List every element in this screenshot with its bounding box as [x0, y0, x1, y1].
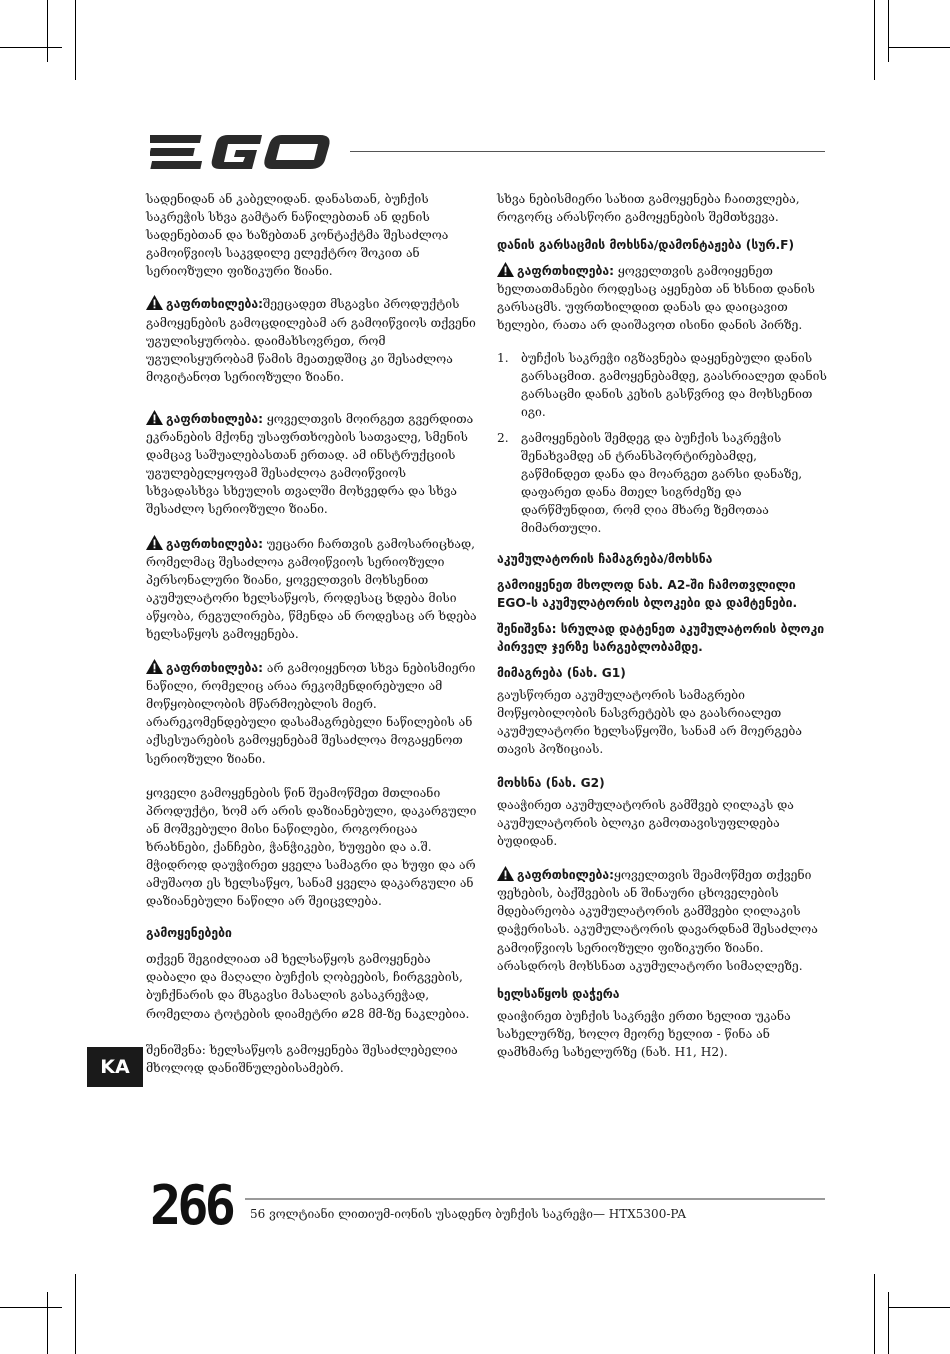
crop-mark — [75, 0, 76, 80]
paragraph: გაუსწორეთ აკუმულატორის სამაგრები მოწყობილობის ნასვრეტებს და გაასრიალეთ აკუმულატორი ხელსაწყოში, სანამ არ მოერგება თავის პოზიციას. — [497, 687, 802, 756]
bold-note: გამოიყენეთ მხოლოდ ნახ. A2-ში ჩამოთვლილი EGO-ს აკუმულატორის ბლოკები და დამტენები. — [497, 577, 798, 610]
warning-text: არ გამოიყენოთ სხვა ნებისმიერი ნაწილი, რომელიც არაა რეკომენდირებული ამ მოწყობილობის მწარმოებლის მიერ. არარეკომენდებული დასამაგრებელი ნაწილების ან აქსესუარების გამოყენებამ შესაძლოა მოგაყენოთ სერიოზული ზიანი. — [146, 661, 476, 766]
paragraph: სხვა ნებისმიერი სახით გამოყენება ჩაითვლება, როგორც არასწორი გამოყენების შემთხვევა. — [497, 192, 800, 225]
crop-mark — [874, 0, 875, 80]
crop-mark — [47, 0, 48, 62]
paragraph: დაიჭირეთ ბუჩქის საკრეჭი ერთი ხელით უკანა სახელურზე, ხოლო მეორე ხელით - წინა ან დამხმარე სახელურზე (ნახ. H1, H2). — [497, 1008, 791, 1059]
list-text: გამოყენების შემდეგ და ბუჩქის საკრეჭის შენახვამდე ან ტრანსპორტირებამდე, გაწმინდეთ დანა და მოარგეთ გარსი დანაზე, დაფარეთ დანა მთელ სიგრძეზე და დარწმუნდით, რომ ღია მხარე ზემოთაა მიმართული. — [521, 430, 803, 536]
warning-block — [146, 295, 478, 385]
list-item — [497, 349, 827, 421]
warning-text: ყოველთვის შეამოწმეთ თქვენი ფეხების, ბაქშვების ან შინაური ცხოველების მდებარეობა აკუმულატორის გამშვები ღილაკის დაჭერისას. აკუმულატორის დავარდნამ შესაძლოა გამოიწვიოს სერიოზული ფიზიკური ზიანი. არასდროს მოხსნათ აკუმულატორი სიმაღლეზე. — [497, 868, 818, 973]
warning-text: უეცარი ჩართვის გამოსარიცხად, რომელმაც შესაძლოა გამოიწვიოს სერიოზული პერსონალური ზიანი, ყოველთვის მოხსენით აკუმულატორი ხელსაწყოს, როდესაც ხდება მისი აწყობა, რეგულირება, წმენდა ან როდესაც არ ხდება ხელსაწყოს გამოყენება. — [146, 536, 477, 641]
warning-label: გაფრთხილება: — [166, 661, 263, 676]
warning-block — [497, 262, 827, 334]
warning-block — [146, 410, 478, 519]
left-column — [146, 190, 478, 1092]
crop-mark — [47, 1292, 48, 1354]
section-heading: დანის გარსაცმის მოხსნა/დამონტაჟება (სურ.F) — [497, 238, 795, 253]
language-tab: KA — [87, 1047, 143, 1087]
crop-mark — [888, 1292, 889, 1354]
warning-label: გაფრთხილება: — [166, 411, 263, 426]
section-heading: ხელსაწყოს დაჭერა — [497, 986, 620, 1001]
warning-block — [146, 535, 478, 644]
list-number: 2. — [497, 430, 509, 445]
right-column — [497, 190, 827, 1076]
crop-mark — [874, 1274, 875, 1354]
list-number: 1. — [497, 350, 509, 365]
warning-triangle-icon — [146, 295, 163, 310]
crop-mark — [888, 0, 889, 62]
paragraph: სადენიდან ან კაბელიდან. დანასთან, ბუჩქის საკრეჭის სხვა გამტარ ნაწილებთან ან დენის სადენებთან და ხაზებთან კონტაქტმა შესაძლოა გამოიწვიოს საკვდილე ელექტრო შოკით ან სერიოზული ფიზიკური ზიანი. — [146, 192, 449, 279]
warning-triangle-icon — [497, 866, 514, 881]
warning-block — [146, 659, 478, 768]
warning-text: ყოველთვის მოირგეთ გვერდითა ეკრანების მქონე უსაფრთხოების სათვალე, სმენის დამცავ საშუალებასთან ერთად. ამ ინსტრუქციის უგულებელყოფამ შესაძლოა გამოიწვიოს სხვადასხვა სხეულის თვალში მოხვედრა და სხვა შესაძლო სერიოზული ზიანი. — [146, 411, 474, 517]
crop-mark — [0, 1307, 62, 1308]
warning-label: გაფრთხილება: — [166, 536, 263, 551]
section-heading: მიმაგრება (ნახ. G1) — [497, 665, 626, 680]
header-rule — [350, 151, 825, 152]
warning-label: გაფრთხილება: — [166, 297, 263, 312]
numbered-list — [497, 349, 827, 538]
footer-rule — [245, 1198, 825, 1200]
paragraph: დააჭირეთ აკუმულატორის გამშვებ ღილაკს და აკუმულატორის ბლოკი გამოთავისუფლდება ბუდიდან. — [497, 797, 794, 849]
ego-logo — [150, 133, 332, 171]
footer-text: 56 ვოლტიანი ლითიუმ-იონის უსადენო ბუჩქის საკრეჭი— HTX5300-PA — [250, 1207, 687, 1221]
warning-triangle-icon — [146, 535, 163, 550]
crop-mark — [75, 1274, 76, 1354]
crop-mark — [888, 1307, 950, 1308]
list-text: ბუჩქის საკრეჭი იგზავნება დაყენებული დანის გარსაცმით. გამოყენებამდე, გაასრიალეთ დანის გარსაცმი დანის კეხის გასწვრივ და მოხსენით იგი. — [521, 350, 827, 419]
crop-mark — [888, 47, 950, 48]
warning-triangle-icon — [146, 659, 163, 674]
warning-text: ყოველთვის გამოიყენეთ ხელთათმანები როდესაც აყენებთ ან ხსნით დანის გარსაცმს. უფრთხილდით დანას და დაიცავით ხელები, რათა არ დაიშავოთ ისინი დანის პირზე. — [497, 264, 815, 333]
section-heading: მოხსნა (ნახ. G2) — [497, 775, 605, 790]
list-item — [497, 429, 827, 538]
paragraph: ყოველი გამოყენების წინ შეამოწმეთ მთლიანი პროდუქტი, ხომ არ არის დაზიანებული, დაკარგული ან მოშვებული მისი ნაწილები, როგორიცაა ხრახნები, ქანჩები, ჭანჭიკები, ხუფები და ა.შ. მჭიდროდ დაუჭირეთ ყველა სამაგრი და ხუფი და არ ამუშაოთ ეს ხელსაწყო, სანამ ყველა დაკარგული ან დაზიანებული ნაწილი არ შეიცვლება. — [146, 785, 477, 909]
section-heading: გამოყენებები — [146, 926, 232, 941]
warning-triangle-icon — [497, 262, 514, 277]
bold-note: შენიშვნა: სრულად დატენეთ აკუმულატორის ბლოკი პირველ ჯერზე სარგებლობამდე. — [497, 621, 825, 654]
warning-label: გაფრთხილება: — [517, 868, 614, 883]
warning-triangle-icon — [146, 410, 163, 425]
paragraph: შენიშვნა: ხელსაწყოს გამოყენება შესაძლებელია მხოლოდ დანიშნულებისამებრ. — [146, 1042, 458, 1075]
warning-text: შეეცადეთ მსგავსი პროდუქტის გამოყენების გამოცდილებამ არ გამოიწვიოს თქვენი უგულისყურობა. დაიმახსოვრეთ, რომ უგულისყურობამ წამის მეათედშიც კი შესაძლოა მოგიტანოთ სერიოზული ზიანი. — [146, 297, 476, 384]
warning-block — [497, 866, 827, 975]
paragraph: თქვენ შეგიძლიათ ამ ხელსაწყოს გამოყენება დაბალი და მაღალი ბუჩქის ღობეების, ჩირგვების, ბუჩქნარის და მსგავსი მასალის გასაკრეჭად, რომელთა ტოტების დიამეტრი ø28 მმ-ზე ნაკლებია. — [146, 952, 470, 1021]
section-heading: აკუმულატორის ჩამაგრება/მოხსნა — [497, 551, 713, 566]
crop-mark — [0, 47, 62, 48]
warning-label: გაფრთხილება: — [517, 264, 614, 279]
page-number: 266 — [150, 1174, 232, 1238]
